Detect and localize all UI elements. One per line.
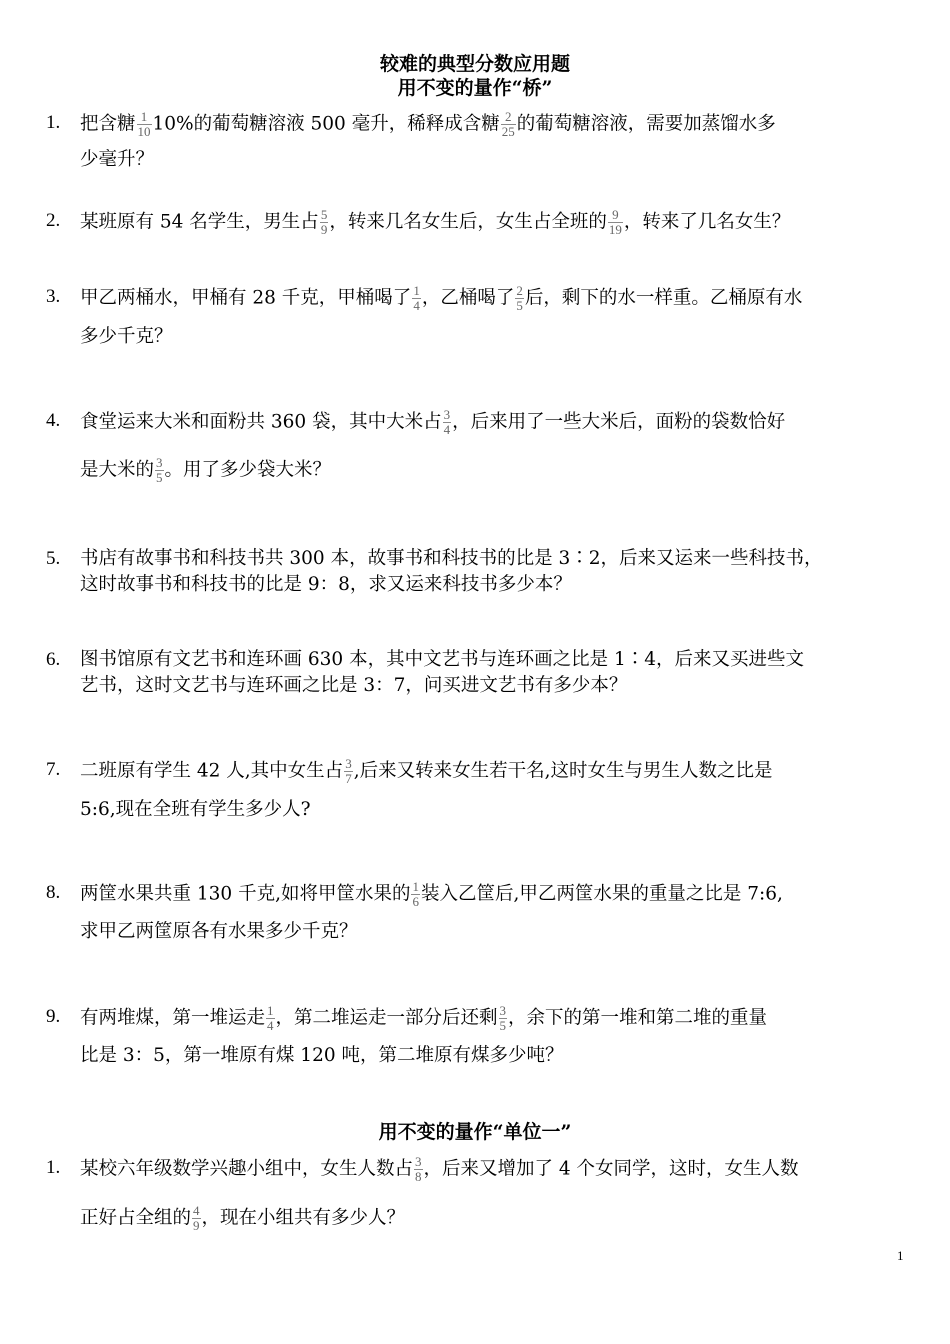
page-number: 1 <box>897 1248 904 1263</box>
fraction: $\frac{1}{6}$ <box>412 879 419 909</box>
problem-line: 把含糖 $\frac{1}{10}$ 10%的葡萄糖溶液 500 毫升，稀释成含糖 $\frac{2}{25}$ 的葡萄糖溶液，需要加蒸馏水多 <box>80 109 776 139</box>
problem-number: 3. <box>46 286 61 307</box>
fraction: $\frac{2}{5}$ <box>516 283 523 313</box>
fraction: $\frac{4}{9}$ <box>193 1203 200 1233</box>
fraction: $\frac{3}{7}$ <box>345 756 352 786</box>
problem-line: 正好占全组的 $\frac{4}{9}$ ，现在小组共有多少人？ <box>80 1203 406 1233</box>
fraction: $\frac{3}{8}$ <box>415 1154 422 1184</box>
fraction: $\frac{1}{4}$ <box>413 283 420 313</box>
problem-line: 是大米的 $\frac{3}{5}$ 。用了多少袋大米？ <box>80 455 332 485</box>
fraction: $\frac{3}{5}$ <box>156 455 163 485</box>
section-heading-bridge: 用不变的量作“桥” <box>397 77 553 99</box>
problem-number: 1. <box>46 112 61 133</box>
problem-line: 某校六年级数学兴趣小组中，女生人数占 $\frac{3}{8}$ ，后来又增加了 4 个女同学，这时，女生人数 <box>80 1154 799 1184</box>
fraction: $\frac{1}{4}$ <box>267 1003 274 1033</box>
fraction: $\frac{9}{19}$ <box>608 207 622 237</box>
problem-number: 4. <box>46 410 61 431</box>
problem-line: 某班原有 54 名学生，男生占 $\frac{5}{9}$ ，转来几名女生后，女生占全班的 $\frac{9}{19}$ ，转来了几名女生？ <box>80 207 791 237</box>
document-title: 较难的典型分数应用题 <box>379 53 570 75</box>
problem-line: 少毫升？ <box>80 149 155 170</box>
problem-line: 食堂运来大米和面粉共 360 袋，其中大米占 $\frac{3}{4}$ ，后来用了一些大米后，面粉的袋数恰好 <box>80 407 786 437</box>
section-heading-unit-one: 用不变的量作“单位一” <box>378 1121 572 1143</box>
problem-line: 艺书，这时文艺书与连环画之比是 3：7，问买进文艺书有多少本？ <box>80 675 628 696</box>
problem-number: 2. <box>46 210 61 231</box>
problem-line: 甲乙两桶水，甲桶有 28 千克，甲桶喝了 $\frac{1}{4}$ ，乙桶喝了 $\frac{2}{5}$ 后，剩下的水一样重。乙桶原有水 <box>80 283 803 313</box>
problem-line: 两筐水果共重 130 千克,如将甲筐水果的 $\frac{1}{6}$ 装入乙筐后,甲乙两筐水果的重量之比是 7:6, <box>80 879 783 909</box>
problem-number: 6. <box>46 649 61 670</box>
problem-number: 5. <box>46 548 61 569</box>
problem-number: 7. <box>46 759 61 780</box>
problem-line: 图书馆原有文艺书和连环画 630 本，其中文艺书与连环画之比是 1∶4，后来又买进些文 <box>80 649 804 670</box>
fraction: $\frac{5}{9}$ <box>320 207 328 237</box>
problem-line: 多少千克？ <box>80 326 173 347</box>
fraction: $\frac{1}{10}$ <box>137 109 151 139</box>
problem-line: 5:6,现在全班有学生多少人? <box>80 799 311 820</box>
problem-line: 二班原有学生 42 人,其中女生占 $\frac{3}{7}$ ,后来又转来女生若干名,这时女生与男生人数之比是 <box>80 756 773 786</box>
problem-number: 1. <box>46 1157 61 1178</box>
fraction: $\frac{2}{25}$ <box>501 109 515 139</box>
fraction: $\frac{3}{4}$ <box>443 407 451 437</box>
problem-line: 比是 3：5，第一堆原有煤 120 吨，第二堆原有煤多少吨？ <box>80 1045 564 1066</box>
problem-number: 9. <box>46 1006 61 1027</box>
fraction: $\frac{3}{5}$ <box>499 1003 507 1033</box>
problem-line: 这时故事书和科技书的比是 9：8，求又运来科技书多少本？ <box>80 574 572 595</box>
problem-line: 求甲乙两筐原各有水果多少千克？ <box>80 921 358 942</box>
problem-line: 有两堆煤，第一堆运走 $\frac{1}{4}$ ，第二堆运走一部分后还剩 $\frac{3}{5}$ ，余下的第一堆和第二堆的重量 <box>80 1003 768 1033</box>
problem-line: 书店有故事书和科技书共 300 本，故事书和科技书的比是 3∶2，后来又运来一些科技书， <box>80 548 823 569</box>
problem-number: 8. <box>46 882 61 903</box>
